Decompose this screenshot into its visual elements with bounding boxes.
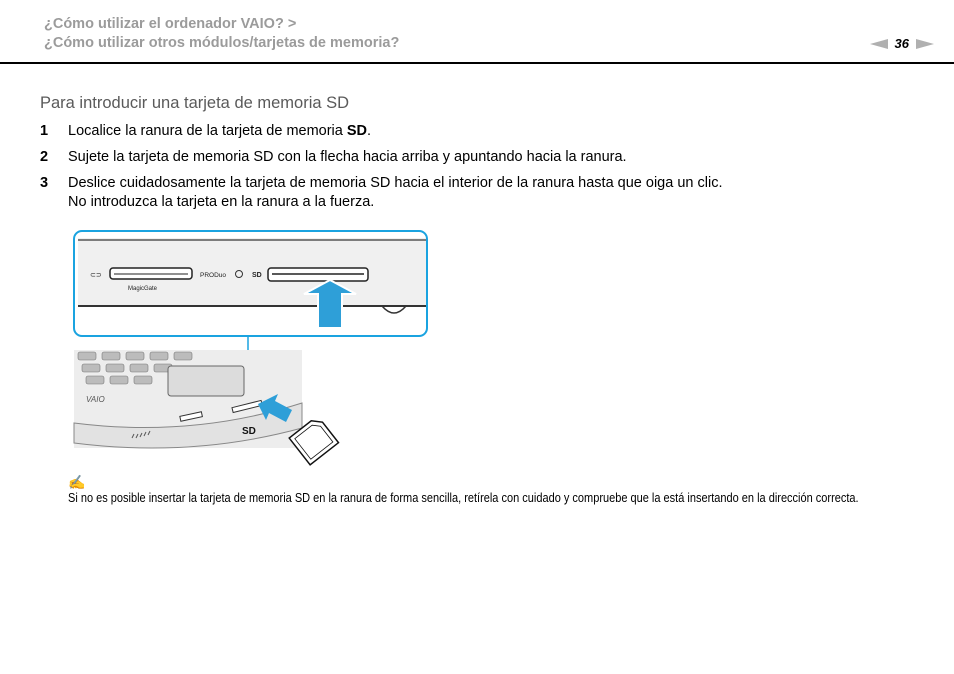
steps-list: [40, 122, 920, 219]
pencil-note-icon: ✍: [68, 474, 86, 490]
touchpad: [168, 366, 244, 396]
next-page-icon[interactable]: [916, 39, 934, 49]
vaio-logo: VAIO: [86, 395, 105, 404]
step-text: Deslice cuidadosamente la tarjeta de memoria SD hacia el interior de la ranura hasta que oiga un clic. No introduzca la tarjeta en la ranura a la fuerza.: [68, 175, 723, 210]
step-number: 3: [40, 175, 49, 191]
memory-stick-icon: ⊂⊃: [90, 272, 102, 279]
section-title: Para introducir una tarjeta de memoria SD: [40, 94, 350, 112]
step-3: [40, 174, 920, 212]
note-text: Si no es posible insertar la tarjeta de memoria SD en la ranura de forma sencilla, retírela con cuidado y compruebe que la está insertando en la dirección correcta.: [68, 491, 859, 505]
sd-card-insertion-illustration: [72, 228, 434, 478]
previous-page-icon[interactable]: [870, 39, 888, 49]
step-number: 2: [40, 149, 49, 165]
magicgate-label: MagicGate: [128, 286, 158, 292]
breadcrumb-current[interactable]: ¿Cómo utilizar otros módulos/tarjetas de memoria?: [44, 35, 400, 51]
step-1: [40, 122, 920, 141]
page-navigation: [870, 36, 934, 51]
header-divider: [0, 62, 954, 64]
produo-label: PRODuo: [200, 272, 227, 279]
sd-card-label: SD: [242, 426, 256, 437]
step-number: 1: [40, 123, 49, 139]
sd-slot-label: SD: [252, 272, 262, 279]
page-number: 36: [894, 36, 909, 51]
step-2: [40, 148, 920, 167]
step-text: Sujete la tarjeta de memoria SD con la flecha hacia arriba y apuntando hacia la ranura.: [68, 149, 627, 165]
step-text: Localice la ranura de la tarjeta de memoria SD.: [68, 123, 372, 139]
header: [44, 15, 924, 53]
breadcrumb-parent[interactable]: ¿Cómo utilizar el ordenador VAIO? >: [44, 16, 297, 32]
